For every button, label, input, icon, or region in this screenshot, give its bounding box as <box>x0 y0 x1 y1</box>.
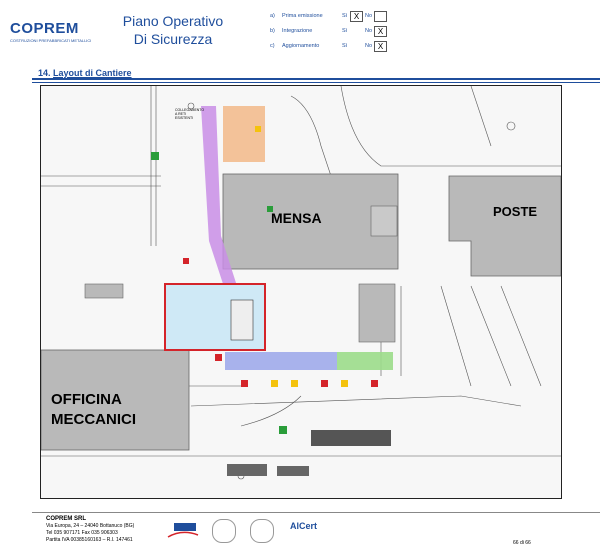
dark-block <box>277 466 309 476</box>
rev-a-si-label: Sì <box>342 13 348 19</box>
cert-logo-iso <box>212 519 236 543</box>
page-number: 66 di 66 <box>513 540 531 546</box>
logo-text: COPREM <box>10 20 79 37</box>
rev-c-no-label: No <box>365 43 373 49</box>
label-officina <box>51 390 136 430</box>
dark-block <box>311 430 391 446</box>
label-officina-line2: MECCANICI <box>51 411 136 428</box>
site-plan-drawing <box>41 86 561 498</box>
cert-logo-1 <box>166 521 200 541</box>
revision-table <box>270 10 400 55</box>
rev-a-si-box[interactable]: X <box>350 11 363 22</box>
rev-a-label: Prima emissione <box>282 13 323 19</box>
work-strip-blue <box>225 352 337 370</box>
note-collegamento: COLLEGAMENTO A RETI ESISTENTI <box>175 108 205 120</box>
rev-c-si-label: Sì <box>342 43 348 49</box>
logo-subtitle: COSTRUZIONI PREFABBRICATI METALLICI <box>10 38 92 43</box>
mensa-annex <box>371 206 397 236</box>
rev-a-no-label: No <box>365 13 373 19</box>
site-office-container <box>231 300 253 340</box>
footer-vat: Partita IVA 00385160163 – R.I. 147461 <box>46 537 133 543</box>
document-title <box>118 12 228 48</box>
label-mensa: MENSA <box>271 210 322 226</box>
label-poste: POSTE <box>493 204 538 219</box>
footer-phone: Tel 035 907171 Fax 035 906303 <box>46 530 118 536</box>
section-title: Layout di Cantiere <box>53 68 132 78</box>
footer-company: COPREM SRL <box>46 516 87 522</box>
footer-address-block <box>46 516 134 544</box>
site-layout-map <box>40 85 562 499</box>
footer-address: Via Europa, 24 – 24040 Bottanuco (BG) <box>46 523 135 529</box>
dark-block <box>227 464 267 476</box>
title-line-1: Piano Operativo <box>122 13 224 29</box>
company-logo <box>10 20 100 54</box>
small-building <box>359 284 395 342</box>
rev-c-label: Aggiornamento <box>282 43 320 49</box>
header-divider-thin <box>32 82 600 83</box>
storage-area-orange <box>223 106 265 162</box>
rev-b-label: Integrazione <box>282 28 313 34</box>
small-building <box>85 284 123 298</box>
title-line-2: Di Sicurezza <box>133 31 213 47</box>
cert-logo-seal <box>250 519 274 543</box>
footer-divider <box>32 512 600 513</box>
rev-a-letter: a) <box>270 13 275 19</box>
work-strip-green <box>337 352 393 370</box>
label-officina-line1: OFFICINA <box>51 391 122 408</box>
header-divider <box>32 78 600 80</box>
poste-building <box>449 176 561 276</box>
rev-c-letter: c) <box>270 43 275 49</box>
rev-b-si-label: Sì <box>342 28 348 34</box>
rev-a-no-box[interactable] <box>374 11 387 22</box>
section-number: 14. <box>38 68 51 78</box>
section-heading <box>38 68 132 78</box>
rev-c-no-box[interactable]: X <box>374 41 387 52</box>
rev-b-no-label: No <box>365 28 373 34</box>
rev-b-no-box[interactable]: X <box>374 26 387 37</box>
cert-logo-alcert: AlCert <box>290 521 318 531</box>
rev-b-letter: b) <box>270 28 275 34</box>
